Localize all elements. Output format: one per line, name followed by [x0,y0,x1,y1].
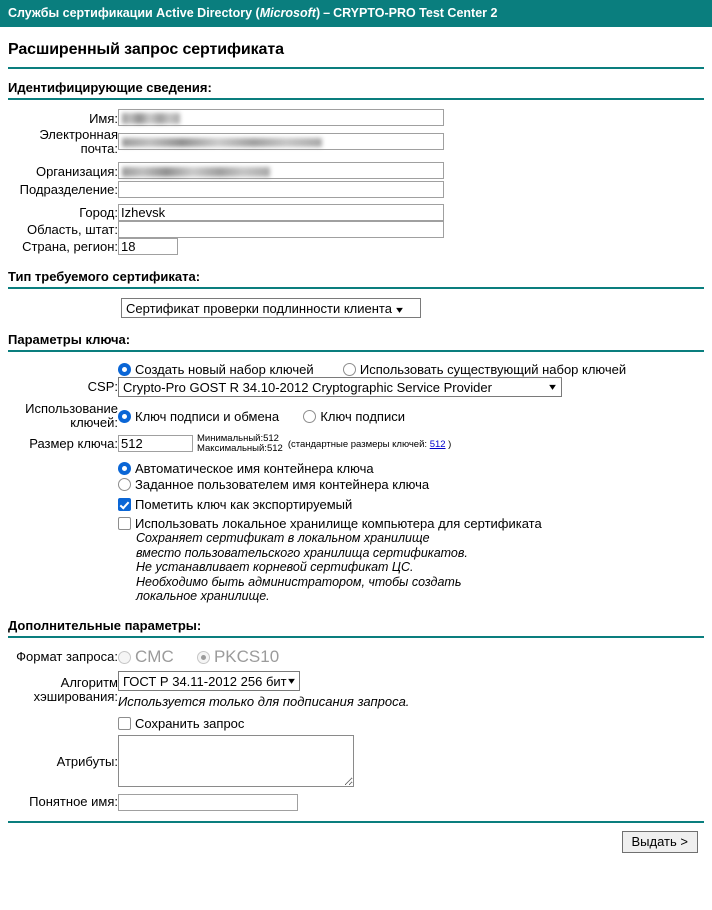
radio-new-keyset-control[interactable] [118,363,131,376]
key-size-standard-note [283,439,452,450]
radio-existing-keyset[interactable] [343,362,626,377]
country-input[interactable] [118,238,178,255]
keyset-row [8,361,704,377]
radio-existing-keyset-control[interactable] [343,363,356,376]
key-size-input[interactable] [118,435,193,452]
label-friendly-name: Понятное имя: [29,794,118,810]
email-field-wrapper [118,133,444,152]
key-size-min-max [193,434,283,454]
radio-user-container-name-label: Заданное пользователем имя контейнера ключа [135,477,430,493]
footer-rule [8,821,704,823]
checkbox-use-local-machine-store-label: Использовать локальное хранилище компьютера для сертификата [135,516,542,532]
label-hash-algorithm: Алгоритм хэширования: [33,674,118,704]
field-row-state [8,221,444,238]
cert-type-row [8,298,704,318]
label-organization: Организация: [35,163,118,179]
app-titlebar [0,0,712,27]
email-input[interactable] [118,133,444,150]
hash-algorithm-select[interactable] [118,671,300,691]
radio-user-container-name[interactable] [118,477,429,492]
label-key-usage: Использование ключей: [25,401,118,431]
chevron-down-icon: ▾ [288,675,295,687]
department-input[interactable] [118,181,444,198]
friendly-name-input[interactable] [118,794,298,811]
spacer-before-additional [8,604,704,618]
local-store-hint-line-5: локальное хранилище. [136,589,270,604]
key-size-row [8,434,704,454]
radio-request-format-cmc [118,647,174,667]
radio-existing-keyset-label: Использовать существующий набор ключей [359,362,627,378]
radio-key-usage-both-control[interactable] [118,410,131,423]
radio-request-format-pkcs10 [197,647,279,667]
container-name-row [8,460,704,492]
name-input[interactable] [118,109,444,126]
key-size-max-text: Максимальный:512 [197,443,283,455]
radio-user-container-name-control[interactable] [118,478,131,491]
city-input[interactable] [118,204,444,221]
local-store-hint-line-1: Сохраняет сертификат в локальном хранилище [136,531,430,546]
key-size-standard-link[interactable]: 512 [429,438,446,450]
organization-field-wrapper [118,162,444,181]
csp-select[interactable] [118,377,562,397]
footer-actions [8,831,704,853]
radio-key-usage-signature-label: Ключ подписи [320,409,405,425]
label-state: Область, штат: [27,221,118,237]
label-key-size: Размер ключа: [29,436,118,452]
radio-auto-container-name-label: Автоматическое имя контейнера ключа [135,461,374,477]
checkbox-save-request[interactable] [118,716,244,731]
key-size-note-suffix: ) [445,438,452,450]
organization-input[interactable] [118,162,444,179]
additional-form [8,647,409,811]
cert-type-select[interactable] [121,298,421,318]
radio-new-keyset-label: Создать новый набор ключей [135,362,314,378]
local-store-hint [118,531,704,604]
section-heading-additional: Дополнительные параметры: [8,617,202,633]
label-department: Подразделение: [19,181,118,197]
checkbox-save-request-control[interactable] [118,717,131,730]
titlebar-vendor: Microsoft [259,6,316,20]
checkbox-mark-key-exportable[interactable] [118,497,352,512]
local-store-hint-line-2: вместо пользовательского хранилища сертификатов. [136,545,468,560]
page-title-rule [8,67,704,69]
section-rule-cert-type [8,287,704,289]
section-heading-cert-type: Тип требуемого сертификата: [8,269,201,284]
radio-key-usage-signature[interactable] [303,409,405,424]
hash-algorithm-row [8,671,409,709]
identifying-form [8,109,444,255]
titlebar-prefix: Службы сертификации Active Directory ( [8,6,260,20]
save-request-row [8,715,409,731]
label-name: Имя: [89,110,118,126]
chevron-down-icon: ▾ [549,382,556,394]
state-input[interactable] [118,221,444,238]
field-row-department [8,181,444,198]
page-title: Расширенный запрос сертификата [8,41,284,58]
local-store-hint-line-4: Необходимо быть администратором, чтобы создать [136,574,462,589]
radio-key-usage-signature-control[interactable] [303,410,316,423]
checkbox-mark-key-exportable-control[interactable] [118,498,131,511]
page-body [0,41,712,853]
key-options-form [8,361,704,604]
radio-auto-container-name-control[interactable] [118,462,131,475]
label-email: Электронная почта: [39,127,118,156]
attributes-textarea[interactable] [118,735,354,787]
titlebar-separator: – [323,6,331,20]
field-row-email [8,128,444,156]
friendly-name-row [8,794,409,811]
radio-request-format-pkcs10-control [197,651,210,664]
radio-request-format-cmc-control [118,651,131,664]
label-csp: CSP: [87,379,118,395]
hash-algorithm-selected-value: ГОСТ Р 34.11-2012 256 бит [123,673,287,689]
spacer-before-key-options [8,318,704,332]
radio-auto-container-name[interactable] [118,461,374,476]
local-store-row [8,515,704,604]
checkbox-use-local-machine-store-control[interactable] [118,517,131,530]
checkbox-save-request-label: Сохранить запрос [135,715,245,731]
section-heading-key-options: Параметры ключа: [8,332,131,347]
spacer-before-cert-type [8,255,704,269]
request-format-row [8,647,409,667]
checkbox-use-local-machine-store[interactable] [118,516,542,531]
titlebar-ca-name: CRYPTO-PRO Test Center 2 [333,6,498,20]
key-size-min-text: Минимальный:512 [197,433,279,445]
hash-algorithm-note: Используется только для подписания запроса. [118,693,410,709]
csp-row [8,377,704,397]
section-rule-key-options [8,350,704,352]
label-country: Страна, регион: [22,238,118,254]
radio-request-format-cmc-label: CMC [135,646,174,666]
local-store-hint-line-3: Не устанавливает корневой сертификат ЦС. [136,560,414,575]
radio-key-usage-both[interactable] [118,409,279,424]
titlebar-suffix: ) [315,6,321,20]
radio-key-usage-both-label: Ключ подписи и обмена [135,409,280,425]
csp-selected-value: Crypto-Pro GOST R 34.10-2012 Cryptographic Service Provider [123,380,492,396]
section-rule-additional [8,636,704,638]
label-attributes: Атрибуты: [56,754,118,770]
field-row-name [8,109,444,128]
section-heading-identifying: Идентифицирующие сведения: [8,80,212,95]
field-row-organization [8,162,444,181]
cert-type-selected-value: Сертификат проверки подлинности клиента [126,301,392,316]
attributes-row [8,735,409,790]
field-row-country [8,238,444,255]
checkbox-mark-key-exportable-label: Пометить ключ как экспортируемый [135,497,353,513]
field-row-city [8,204,444,221]
exportable-row [8,496,704,512]
radio-request-format-pkcs10-label: PKCS10 [213,646,280,666]
name-field-wrapper [118,109,444,128]
label-city: Город: [79,204,118,220]
submit-button[interactable]: Выдать > [622,831,698,853]
radio-new-keyset[interactable] [118,362,314,377]
key-usage-row [8,402,704,430]
label-request-format: Формат запроса: [16,648,118,664]
section-rule-identifying [8,98,704,100]
chevron-down-icon: ▾ [396,305,403,316]
key-size-note-prefix: (стандартные размеры ключей: [287,438,430,450]
